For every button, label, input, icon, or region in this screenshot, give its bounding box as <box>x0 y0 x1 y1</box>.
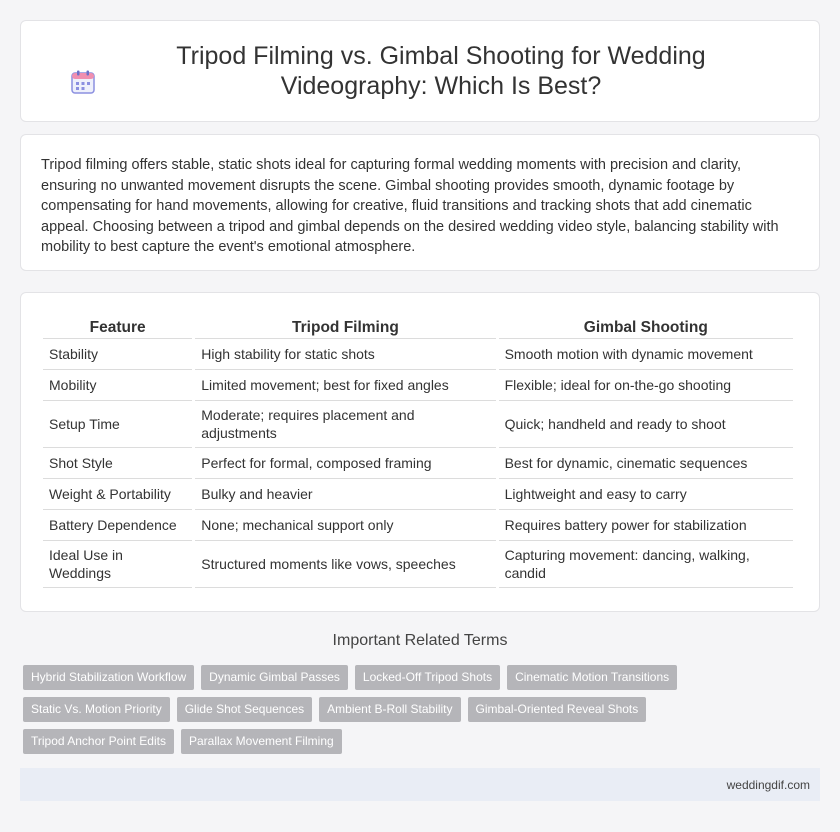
tripod-cell: Structured moments like vows, speeches <box>195 541 495 588</box>
table-row <box>43 339 793 370</box>
feature-cell: Mobility <box>43 370 192 401</box>
table-header-row <box>43 313 793 339</box>
header-tripod: Tripod Filming <box>195 313 495 339</box>
related-term-tag[interactable]: Hybrid Stabilization Workflow <box>23 665 194 690</box>
table-row <box>43 510 793 541</box>
intro-card <box>20 134 820 271</box>
gimbal-cell: Best for dynamic, cinematic sequences <box>499 448 793 479</box>
tripod-cell: Perfect for formal, composed framing <box>195 448 495 479</box>
related-term-tag[interactable]: Ambient B-Roll Stability <box>319 697 460 722</box>
calendar-icon <box>70 69 96 95</box>
related-term-tag[interactable]: Glide Shot Sequences <box>177 697 312 722</box>
related-term-tag[interactable]: Parallax Movement Filming <box>181 729 342 754</box>
feature-cell: Stability <box>43 339 192 370</box>
gimbal-cell: Smooth motion with dynamic movement <box>499 339 793 370</box>
table-row <box>43 541 793 588</box>
related-term-tag[interactable]: Dynamic Gimbal Passes <box>201 665 348 690</box>
feature-cell: Setup Time <box>43 401 192 448</box>
footer <box>20 768 820 801</box>
table-row <box>43 370 793 401</box>
gimbal-cell: Requires battery power for stabilization <box>499 510 793 541</box>
feature-cell: Battery Dependence <box>43 510 192 541</box>
related-term-tag[interactable]: Tripod Anchor Point Edits <box>23 729 174 754</box>
related-terms-list <box>23 665 803 761</box>
feature-cell: Shot Style <box>43 448 192 479</box>
related-term-tag[interactable]: Locked-Off Tripod Shots <box>355 665 500 690</box>
intro-text: Tripod filming offers stable, static shots ideal for capturing formal wedding moments with precision and clarity, ensuring no unwanted movement disrupts the scene. Gimbal shooting provides smooth, dynamic footage by compensating for hand movements, allowing for creative, fluid transitions and tracking shots that add cinematic appeal. Choosing between a tripod and gimbal depends on the desired wedding video style, balancing stability with mobility to best capture the event's emotional atmosphere. <box>41 157 779 255</box>
table-row <box>43 479 793 510</box>
gimbal-cell: Flexible; ideal for on-the-go shooting <box>499 370 793 401</box>
feature-cell: Ideal Use in Weddings <box>43 541 192 588</box>
comparison-card <box>20 292 820 612</box>
header-feature: Feature <box>43 313 192 339</box>
table-row <box>43 401 793 448</box>
tripod-cell: High stability for static shots <box>195 339 495 370</box>
related-terms-title: Important Related Terms <box>332 632 508 649</box>
table-row <box>43 448 793 479</box>
related-term-tag[interactable]: Static Vs. Motion Priority <box>23 697 170 722</box>
feature-cell: Weight & Portability <box>43 479 192 510</box>
page-title: Tripod Filming vs. Gimbal Shooting for Wedding Videography: Which Is Best? <box>176 42 706 100</box>
tripod-cell: Moderate; requires placement and adjustments <box>195 401 495 448</box>
tripod-cell: None; mechanical support only <box>195 510 495 541</box>
comparison-table <box>40 313 796 588</box>
header-gimbal: Gimbal Shooting <box>499 313 793 339</box>
gimbal-cell: Capturing movement: dancing, walking, candid <box>499 541 793 588</box>
tripod-cell: Limited movement; best for fixed angles <box>195 370 495 401</box>
gimbal-cell: Quick; handheld and ready to shoot <box>499 401 793 448</box>
gimbal-cell: Lightweight and easy to carry <box>499 479 793 510</box>
tripod-cell: Bulky and heavier <box>195 479 495 510</box>
footer-site-link[interactable]: weddingdif.com <box>726 777 810 792</box>
related-term-tag[interactable]: Cinematic Motion Transitions <box>507 665 677 690</box>
related-term-tag[interactable]: Gimbal-Oriented Reveal Shots <box>468 697 647 722</box>
header-card <box>20 20 820 122</box>
